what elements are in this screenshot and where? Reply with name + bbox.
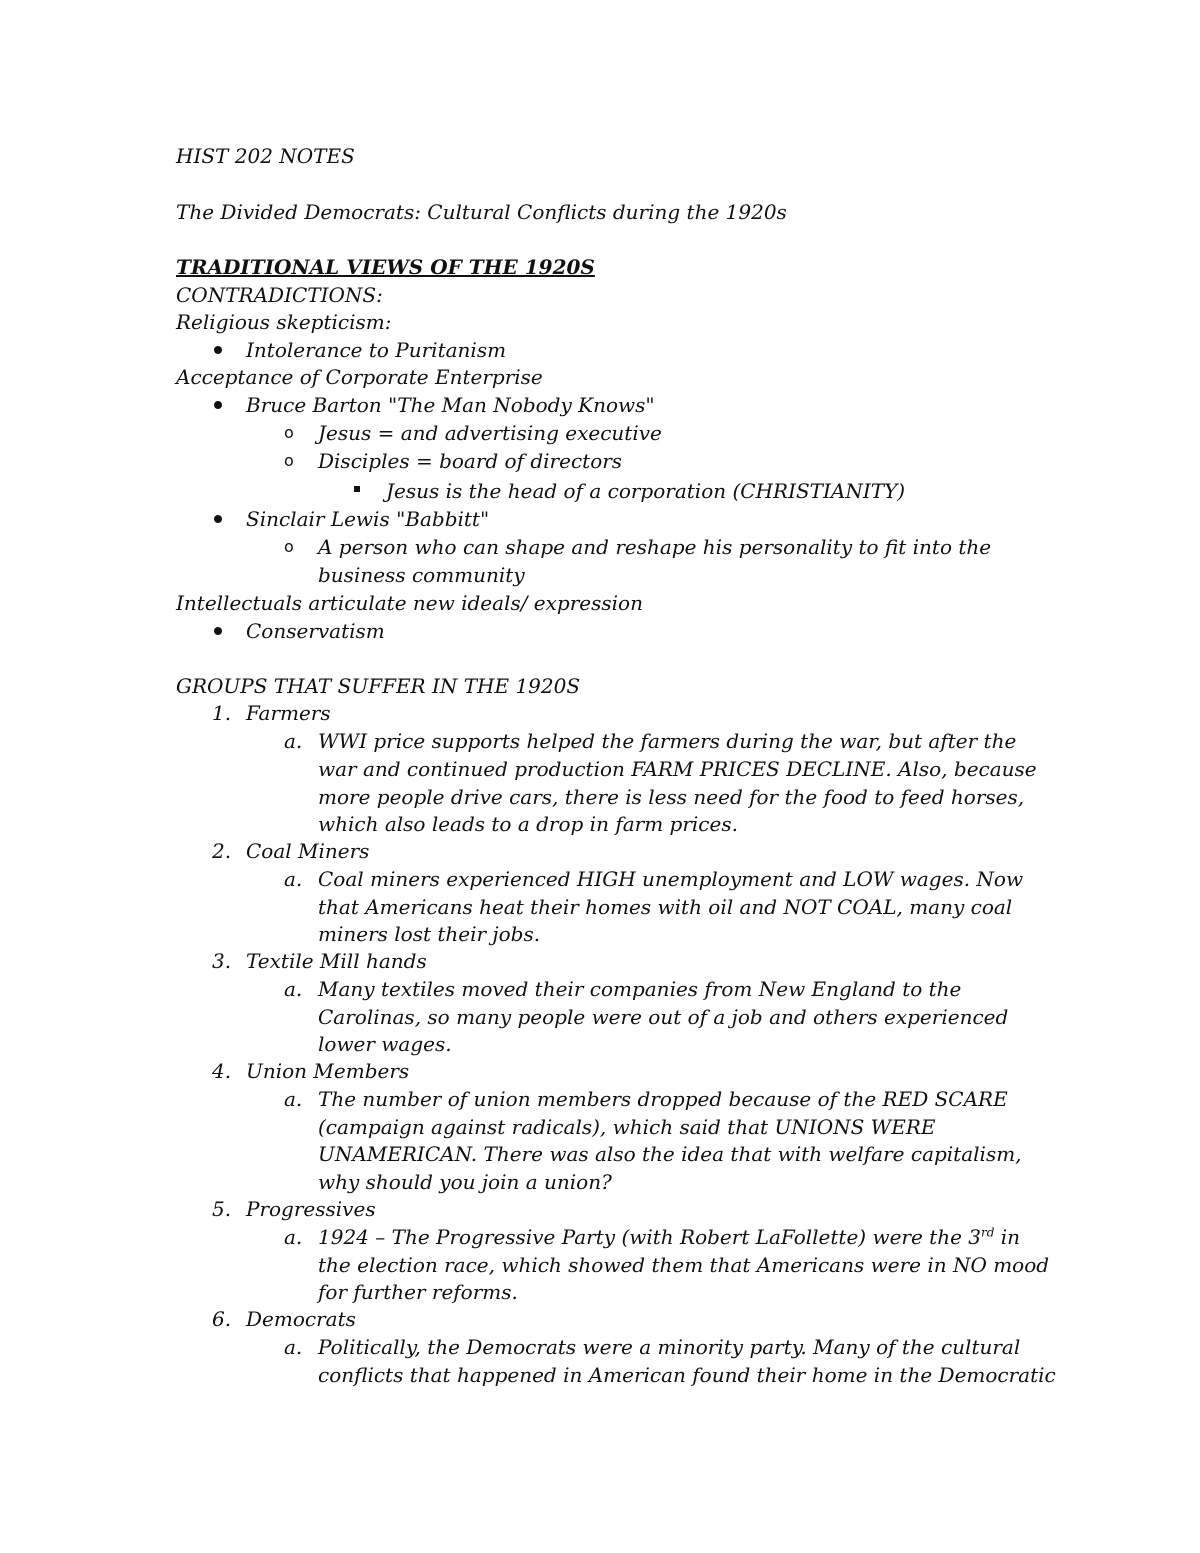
person-item-line2: business community <box>318 563 525 587</box>
ordinal-suffix: rd <box>981 1225 995 1240</box>
jesus-exec-item: Jesus = and advertising executive <box>318 421 662 445</box>
barton-item: Bruce Barton "The Man Nobody Knows" <box>246 393 655 417</box>
person-item-line1: A person who can shape and reshape his personality to fit into the <box>318 535 992 559</box>
textile-text-line: Many textiles moved their companies from New England to the <box>318 977 962 1001</box>
union-text-line: UNAMERICAN. There was also the idea that with welfare capitalism, <box>318 1142 1022 1166</box>
list-letter: a. <box>284 977 303 1001</box>
coal-text-line: miners lost their jobs. <box>318 922 541 946</box>
lewis-item: Sinclair Lewis "Babbitt" <box>246 507 490 531</box>
document-subtitle: The Divided Democrats: Cultural Conflicts during the 1920s <box>176 200 787 224</box>
section-heading-traditional: TRADITIONAL VIEWS OF THE 1920S <box>176 255 595 279</box>
bullet-icon <box>214 515 222 523</box>
progressives-text-line: the election race, which showed them that Americans were in NO mood <box>318 1253 1050 1277</box>
section-heading-groups: GROUPS THAT SUFFER IN THE 1920S <box>176 674 581 698</box>
coal-text-line: that Americans heat their homes with oil and NOT COAL, many coal <box>318 895 1013 919</box>
progressives-text-post: in <box>994 1225 1021 1249</box>
democrats-text-line: conflicts that happened in American found their home in the Democratic <box>318 1363 1056 1387</box>
disciples-item: Disciples = board of directors <box>318 449 623 473</box>
list-number: 5. <box>212 1197 232 1221</box>
list-letter: a. <box>284 1087 303 1111</box>
list-number: 6. <box>212 1307 232 1331</box>
group-title-coal-miners: Coal Miners <box>246 839 370 863</box>
group-title-textile: Textile Mill hands <box>246 949 427 973</box>
intolerance-item: Intolerance to Puritanism <box>246 338 507 362</box>
conservatism-item: Conservatism <box>246 619 385 643</box>
farmers-text-line: war and continued production FARM PRICES DECLINE. Also, because <box>318 757 1037 781</box>
list-letter: a. <box>284 1225 303 1249</box>
group-title-farmers: Farmers <box>246 701 331 725</box>
progressives-text-pre: 1924 – The Progressive Party (with Robert LaFollette) were the 3 <box>318 1225 981 1249</box>
union-text-line: (campaign against radicals), which said that UNIONS WERE <box>318 1115 936 1139</box>
farmers-text-line: more people drive cars, there is less need for the food to feed horses, <box>318 785 1025 809</box>
list-number: 4. <box>212 1059 232 1083</box>
group-title-union: Union Members <box>246 1059 410 1083</box>
course-title: HIST 202 NOTES <box>176 144 355 168</box>
farmers-text-line: which also leads to a drop in farm prices. <box>318 812 738 836</box>
circle-bullet-icon: o <box>284 537 294 556</box>
list-letter: a. <box>284 1335 303 1359</box>
group-title-democrats: Democrats <box>246 1307 356 1331</box>
democrats-text-line: Politically, the Democrats were a minority party. Many of the cultural <box>318 1335 1021 1359</box>
contradictions-label: CONTRADICTIONS: <box>176 283 383 307</box>
bullet-icon <box>214 401 222 409</box>
acceptance-label: Acceptance of Corporate Enterprise <box>176 365 543 389</box>
circle-bullet-icon: o <box>284 423 294 442</box>
union-text-line: why should you join a union? <box>318 1170 612 1194</box>
circle-bullet-icon: o <box>284 451 294 470</box>
textile-text-line: Carolinas, so many people were out of a job and others experienced <box>318 1005 1009 1029</box>
religious-skepticism-label: Religious skepticism: <box>176 310 392 334</box>
progressives-text-line: for further reforms. <box>318 1280 518 1304</box>
progressives-text-line1 <box>318 1223 1020 1251</box>
bullet-icon <box>214 346 222 354</box>
list-number: 3. <box>212 949 232 973</box>
square-bullet-icon <box>354 486 360 492</box>
farmers-text-line: WWI price supports helped the farmers during the war, but after the <box>318 729 1017 753</box>
list-letter: a. <box>284 867 303 891</box>
union-text-line: The number of union members dropped because of the RED SCARE <box>318 1087 1008 1111</box>
list-letter: a. <box>284 729 303 753</box>
list-number: 1. <box>212 701 232 725</box>
list-number: 2. <box>212 839 232 863</box>
coal-text-line: Coal miners experienced HIGH unemployment and LOW wages. Now <box>318 867 1024 891</box>
jesus-head-item: Jesus is the head of a corporation (CHRISTIANITY) <box>386 479 906 503</box>
textile-text-line: lower wages. <box>318 1032 452 1056</box>
intellectuals-label: Intellectuals articulate new ideals/ expression <box>176 591 643 615</box>
group-title-progressives: Progressives <box>246 1197 376 1221</box>
bullet-icon <box>214 627 222 635</box>
